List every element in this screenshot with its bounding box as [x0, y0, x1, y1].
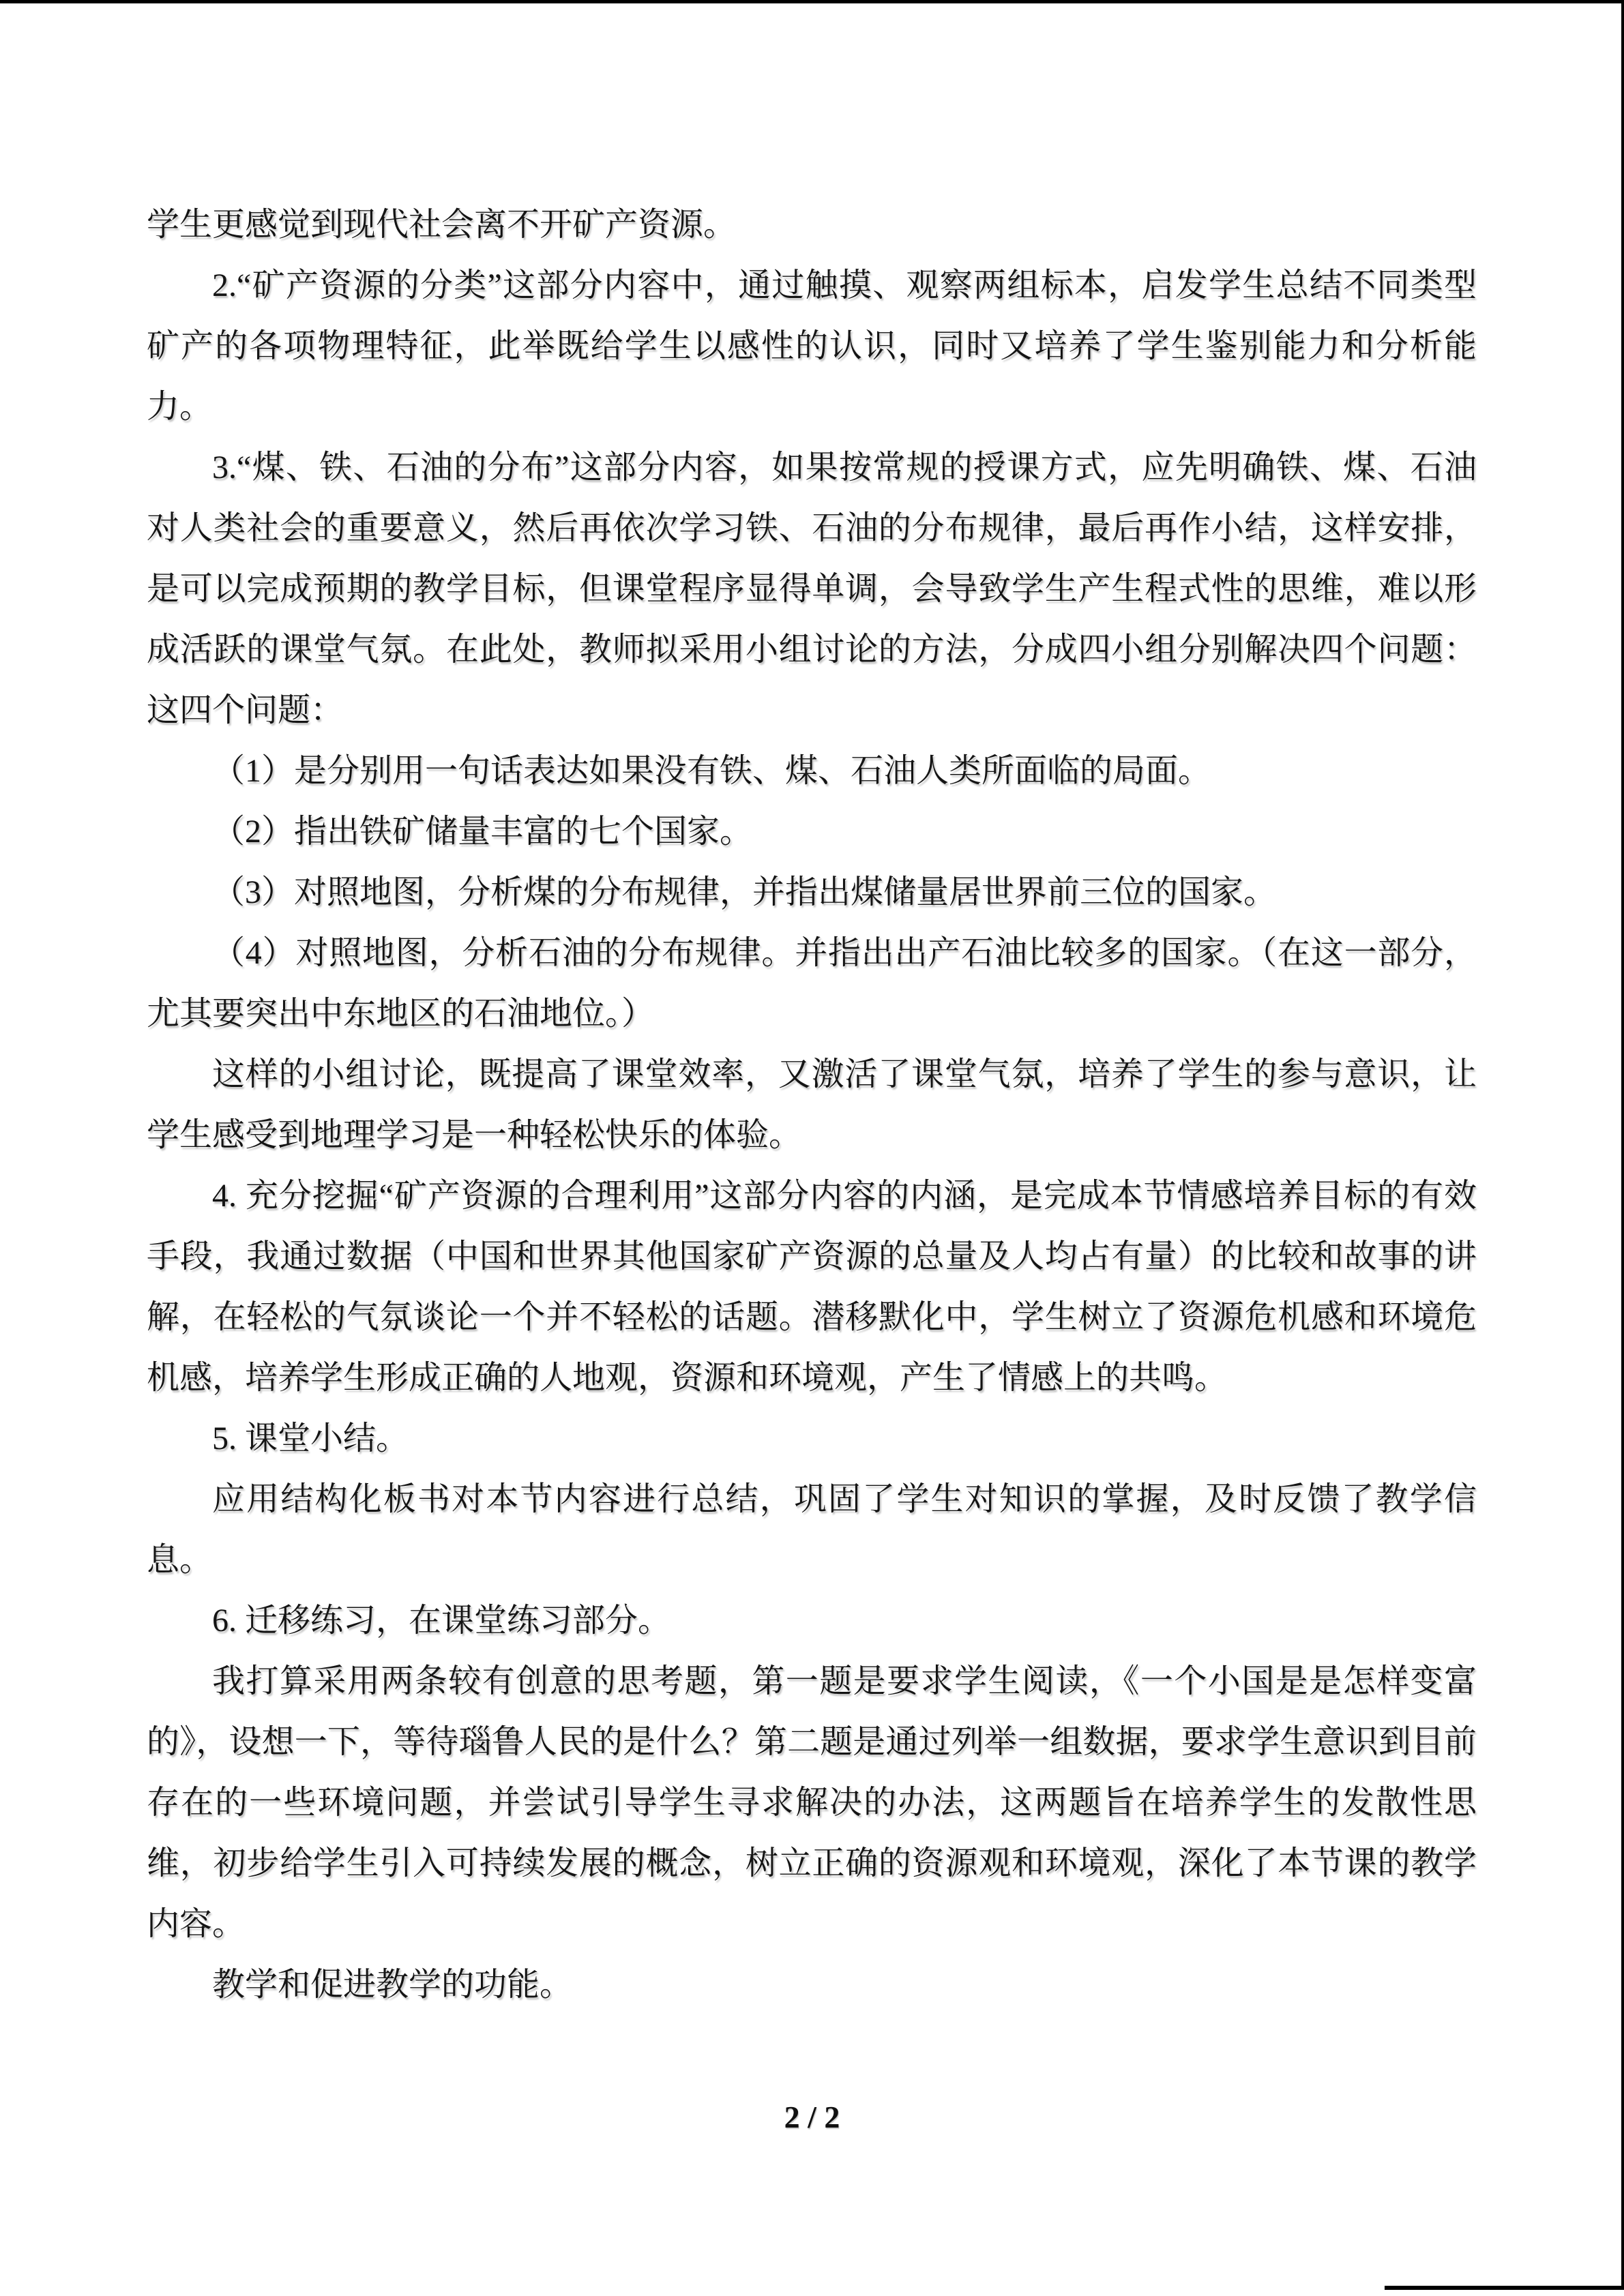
list-item: （3）对照地图，分析煤的分布规律，并指出煤储量居世界前三位的国家。	[212, 874, 1277, 910]
scan-edge-right	[1621, 0, 1624, 2288]
paragraph: 这样的小组讨论，既提高了课堂效率，又激活了课堂气氛，培养了学生的参与意识，让学生感受到地理学习是一种轻松快乐的体验。	[147, 1056, 1477, 1153]
paragraph: 应用结构化板书对本节内容进行总结，巩固了学生对知识的掌握，及时反馈了教学信息。	[147, 1481, 1477, 1578]
paragraph: 4. 充分挖掘“矿产资源的合理利用”这部分内容的内涵，是完成本节情感培养目标的有效手段，我通过数据（中国和世界其他国家矿产资源的总量及人均占有量）的比较和故事的讲解，在轻松的气氛谈论一个并不轻松的话题。潜移默化中，学生树立了资源危机感和环境危机感，培养学生形成正确的人地观，资源和环境观，产生了情感上的共鸣。	[147, 1178, 1477, 1396]
paragraph: 2.“矿产资源的分类”这部分内容中，通过触摸、观察两组标本，启发学生总结不同类型矿产的各项物理特征，此举既给学生以感性的认识，同时又培养了学生鉴别能力和分析能力。	[147, 267, 1477, 425]
list-item: （2）指出铁矿储量丰富的七个国家。	[212, 814, 753, 850]
list-item: （1）是分别用一句话表达如果没有铁、煤、石油人类所面临的局面。	[212, 753, 1211, 789]
scan-edge-top	[0, 0, 1624, 3]
paragraph: 5. 课堂小结。	[212, 1420, 409, 1457]
document-body	[147, 194, 1477, 2015]
paragraph: 教学和促进教学的功能。	[212, 1967, 573, 2003]
scan-edge-bottom-right	[1385, 2286, 1624, 2290]
paragraph: 我打算采用两条较有创意的思考题，第一题是要求学生阅读，《一个小国是是怎样变富的》，设想一下，等待瑙鲁人民的是什么？第二题是通过列举一组数据，要求学生意识到目前存在的一些环境问题，并尝试引导学生寻求解决的办法，这两题旨在培养学生的发散性思维，初步给学生引入可持续发展的概念，树立正确的资源观和环境观，深化了本节课的教学内容。	[147, 1663, 1477, 1942]
paragraph: 学生更感觉到现代社会离不开矿产资源。	[147, 207, 737, 243]
paragraph: 3.“煤、铁、石油的分布”这部分内容，如果按常规的授课方式，应先明确铁、煤、石油对人类社会的重要意义，然后再依次学习铁、石油的分布规律，最后再作小结，这样安排，是可以完成预期的教学目标，但课堂程序显得单调，会导致学生产生程式性的思维，难以形成活跃的课堂气氛。在此处，教师拟采用小组讨论的方法，分成四小组分别解决四个问题：这四个问题：	[147, 449, 1477, 728]
paragraph: 6. 迁移练习，在课堂练习部分。	[212, 1602, 671, 1639]
page-number: 2 / 2	[784, 2100, 840, 2134]
list-item: （4）对照地图，分析石油的分布规律。并指出出产石油比较多的国家。（在这一部分，尤其要突出中东地区的石油地位。）	[147, 935, 1477, 1032]
